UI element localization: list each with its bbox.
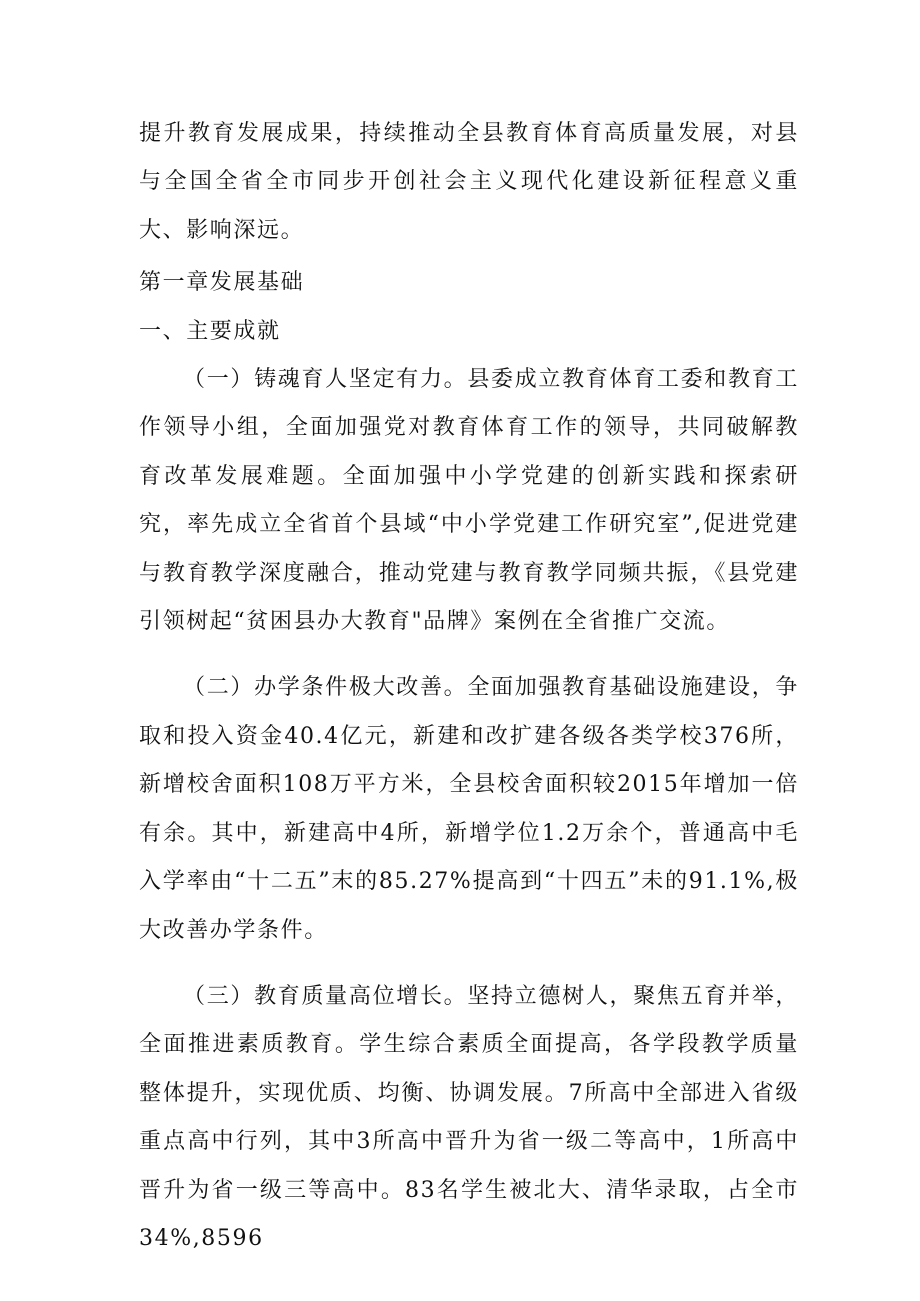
paragraph-achievement-3: （三）教育质量高位增长。坚持立德树人，聚焦五育并举，全面推进素质教育。学生综合素质全面提高，各学段教学质量整体提升，实现优质、均衡、协调发展。7所高中全部进入省级重点高中行列，其中3所高中晋升为省一级二等高中，1所高中晋升为省一级三等高中。83名学生被北大、清华录取，占全市34%,8596: [139, 983, 799, 1251]
paragraph-achievement-2: （二）办学条件极大改善。全面加强教育基础设施建设，争取和投入资金40.4亿元，新建和改扩建各级各类学校376所，新增校舍面积108万平方米，全县校舍面积较2015年增加一倍有余。其中，新建高中4所，新增学位1.2万余个，普通高中毛入学率由“十二五”末的85.27%提高到“十四五”未的91.1%,极大改善办学条件。: [139, 675, 799, 943]
section-heading: 一、主要成就: [139, 318, 281, 344]
document-body: [139, 110, 799, 1263]
chapter-heading: 第一章发展基础: [139, 270, 305, 296]
paragraph-continuation: 提升教育发展成果，持续推动全县教育体育高质量发展，对县与全国全省全市同步开创社会主义现代化建设新征程意义重大、影响深远。: [139, 121, 799, 243]
paragraph-achievement-1: （一）铸魂育人坚定有力。县委成立教育体育工委和教育工作领导小组，全面加强党对教育体育工作的领导，共同破解教育改革发展难题。全面加强中小学党建的创新实践和探索研究，率先成立全省首个县域“中小学党建工作研究室”,促进党建与教育教学深度融合，推动党建与教育教学同频共振，《县党建引领树起“贫困县办大教育"品牌》案例在全省推广交流。: [139, 367, 799, 635]
